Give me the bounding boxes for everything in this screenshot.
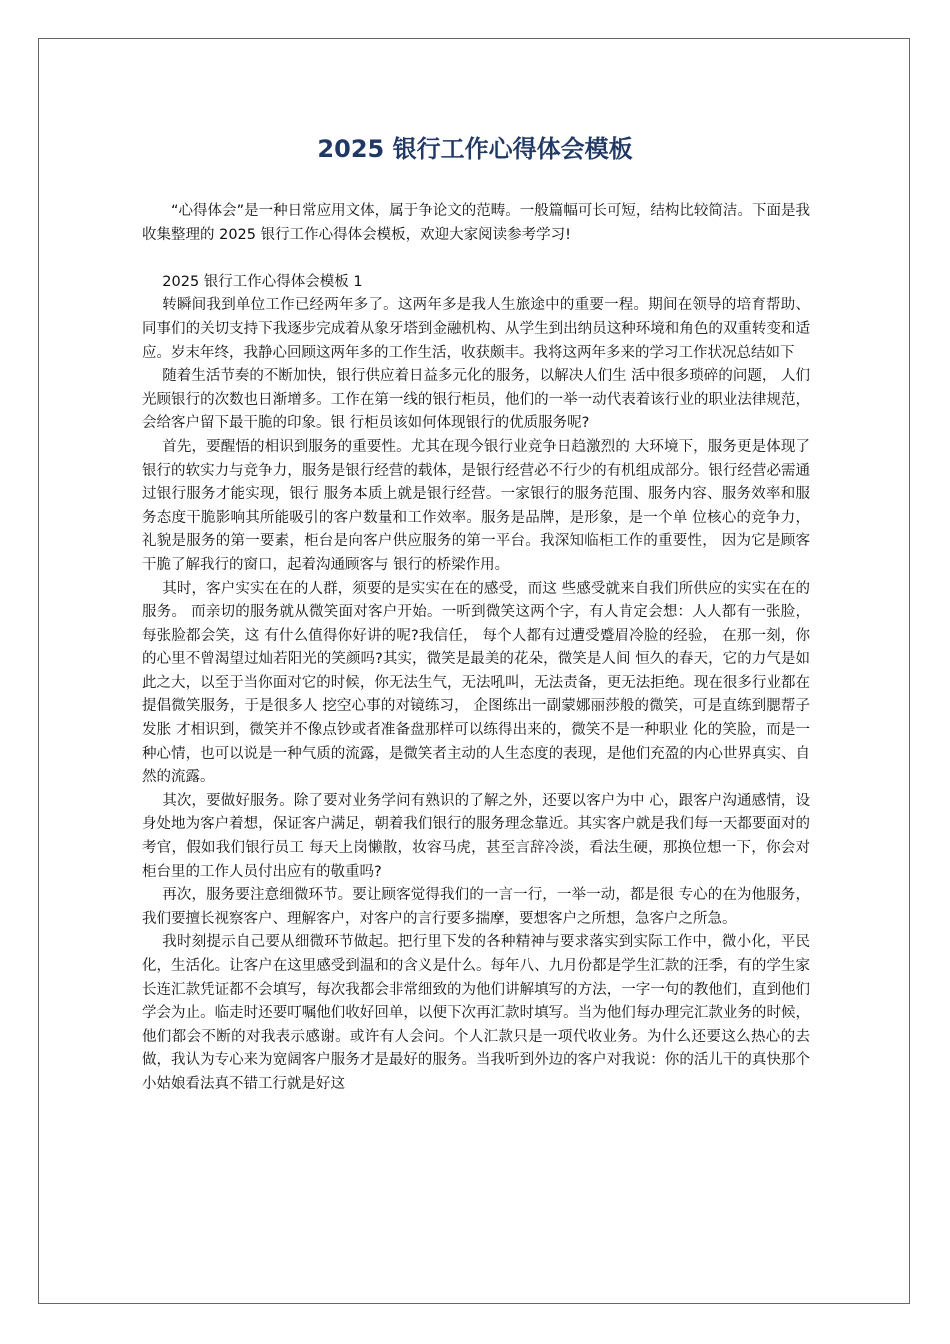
body-paragraph: 其时，客户实实在在的人群，须要的是实实在在的感受，而这 些感受就来自我们所供应的实实在在的服务。 而亲切的服务就从微笑面对客户开始。一听到微笑这两个字，有人肯定会想：人人都有一张脸，每张脸都会笑，这 有什么值得你好讲的呢?我信任， 每个人都有过遭受蹙眉冷脸的经验， 在那一刻，你的心里不曾渴望过灿若阳光的笑颜吗?其实，微笑是最美的花朵，微笑是人间 恒久的春天，它的力气是如此之大，以至于当你面对它的时候，你无法生气，无法吼叫，无法责备，更无法拒绝。现在很多行业都在提倡微笑服务，于是很多人 挖空心事的对镜练习， 企图练出一副蒙娜丽莎般的微笑，可是直练到腮帮子发胀 才相识到，微笑并不像点钞或者准备盘那样可以练得出来的，微笑不是一种职业 化的笑脸，而是一种心情，也可以说是一种气质的流露，是微笑者主动的人生态度的表现，是他们充盈的内心世界真实、自然的流露。 [142,580,810,786]
body-paragraph: 转瞬间我到单位工作已经两年多了。这两年多是我人生旅途中的重要一程。期间在领导的培育帮助、同事们的关切支持下我逐步完成着从象牙塔到金融机构、从学生到出纳员这种环境和角色的双重转变和适应。岁末年终，我静心回顾这两年多的工作生活，收获颇丰。我将这两年多来的学习工作状况总结如下 [142,297,810,361]
body-paragraph: 随着生活节奏的不断加快，银行供应着日益多元化的服务，以解决人们生 活中很多琐碎的问题， 人们光顾银行的次数也日渐增多。工作在第一线的银行柜员，他们的一举一动代表着该行业的职业法律规范，会给客户留下最干脆的印象。银 行柜员该如何体现银行的优质服务呢? [142,368,810,432]
document-body [142,200,810,1097]
body-paragraph: 我时刻提示自己要从细微环节做起。把行里下发的各种精神与要求落实到实际工作中，微小化，平民化，生活化。让客户在这里感受到温和的含义是什么。每年八、九月份都是学生汇款的汪季，有的学生家长连汇款凭证都不会填写，每次我都会非常细致的为他们讲解填写的方法，一字一句的教他们，直到他们学会为止。临走时还要叮嘱他们收好回单，以便下次再汇款时填写。当为他们每办理完汇款业务的时候，他们都会不断的对我表示感谢。或许有人会问。个人汇款只是一项代收业务。为什么还要这么热心的去做，我认为专心来为宽阔客户服务才是最好的服务。当我听到外边的客户对我说：你的活儿干的真快那个小姑娘看法真不错工行就是好这 [142,934,810,1092]
body-paragraph: 再次，服务要注意细微环节。要让顾客觉得我们的一言一行，一举一动，都是很 专心的在为他服务，我们要擅长视察客户、理解客户，对客户的言行要多揣摩，要想客户之所想，急客户之所急。 [142,887,810,927]
body-paragraph: 首先，要醒悟的相识到服务的重要性。尤其在现今银行业竞争日趋激烈的 大环境下，服务更是体现了银行的软实力与竞争力，服务是银行经营的载体，是银行经营必不行少的有机组成部分。银行经营必需通过银行服务才能实现，银行 服务本质上就是银行经营。一家银行的服务范围、服务内容、服务效率和服务态度干脆影响其所能吸引的客户数量和工作效率。服务是品牌，是形象，是一个单 位核心的竞争力，礼貌是服务的第一要素，柜台是向客户供应服务的第一平台。我深知临柜工作的重要性， 因为它是顾客干脆了解我行的窗口，起着沟通顾客与 银行的桥梁作用。 [142,438,810,573]
section-heading: 2025 银行工作心得体会模板 1 [162,273,363,290]
body-paragraph: 其次，要做好服务。除了要对业务学问有熟识的了解之外，还要以客户为中 心，跟客户沟通感情，设身处地为客户着想，保证客户满足，朝着我们银行的服务理念靠近。其实客户就是我们每一天都要面对的考官，假如我们银行员工 每天上岗懒散，妆容马虎，甚至言辞冷淡，看法生硬，那换位想一下，你会对柜台里的工作人员付出应有的敬重吗? [142,792,810,880]
intro-paragraph: “心得体会”是一种日常应用文体，属于争论文的范畴。一般篇幅可长可短，结构比较简洁。下面是我收集整理的 2025 银行工作心得体会模板，欢迎大家阅读参考学习! [142,203,810,243]
document-title: 2025 银行工作心得体会模板 [317,135,633,163]
